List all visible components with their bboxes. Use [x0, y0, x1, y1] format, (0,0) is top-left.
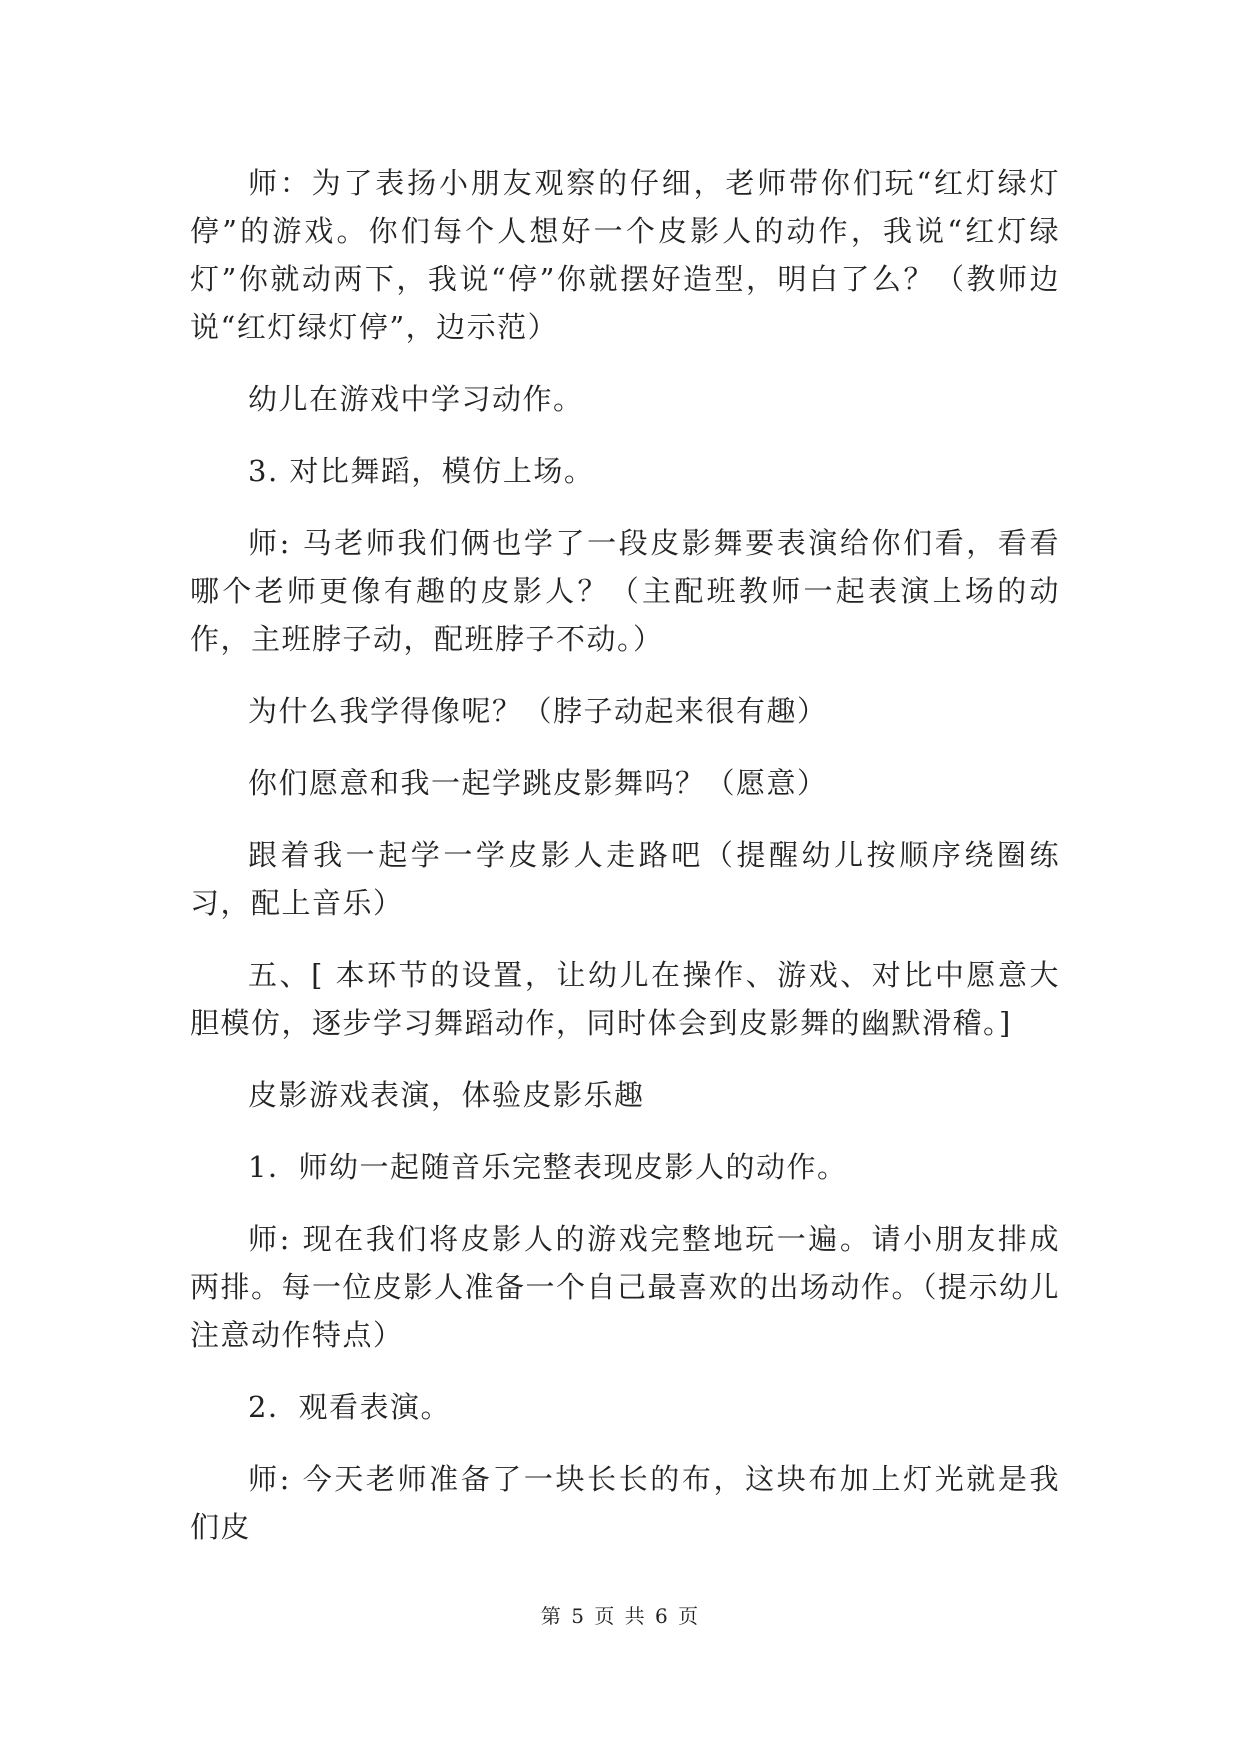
paragraph: 师：为了表扬小朋友观察的仔细，老师带你们玩“红灯绿灯停”的游戏。你们每个人想好一个皮影人的动作，我说“红灯绿灯”你就动两下，我说“停”你就摆好造型，明白了么？（教师边说“红灯绿灯停”，边示范）	[190, 166, 1060, 344]
paragraph: 为什么我学得像呢？（脖子动起来很有趣）	[248, 694, 828, 728]
paragraph: 师: 今天老师准备了一块长长的布，这块布加上灯光就是我们皮	[190, 1462, 1060, 1544]
paragraph: 3. 对比舞蹈，模仿上场。	[248, 454, 595, 488]
paragraph: 2．观看表演。	[248, 1390, 451, 1424]
paragraph: 五、[ 本环节的设置，让幼儿在操作、游戏、对比中愿意大胆模仿，逐步学习舞蹈动作，同时体会到皮影舞的幽默滑稽。]	[190, 958, 1060, 1040]
page-number-footer: 第 5 页 共 6 页	[540, 1604, 701, 1628]
paragraph: 师: 现在我们将皮影人的游戏完整地玩一遍。请小朋友排成两排。每一位皮影人准备一个自己最喜欢的出场动作。（提示幼儿注意动作特点）	[190, 1222, 1061, 1352]
paragraph: 皮影游戏表演，体验皮影乐趣	[248, 1078, 645, 1112]
document-body	[190, 159, 1060, 1575]
paragraph: 幼儿在游戏中学习动作。	[248, 382, 584, 416]
paragraph: 你们愿意和我一起学跳皮影舞吗？（愿意）	[248, 766, 828, 800]
paragraph: 跟着我一起学一学皮影人走路吧（提醒幼儿按顺序绕圈练习，配上音乐）	[190, 838, 1060, 920]
paragraph: 师: 马老师我们俩也学了一段皮影舞要表演给你们看，看看哪个老师更像有趣的皮影人？（主配班教师一起表演上场的动作，主班脖子动，配班脖子不动。）	[190, 526, 1060, 656]
paragraph: 1．师幼一起随音乐完整表现皮影人的动作。	[248, 1150, 848, 1184]
